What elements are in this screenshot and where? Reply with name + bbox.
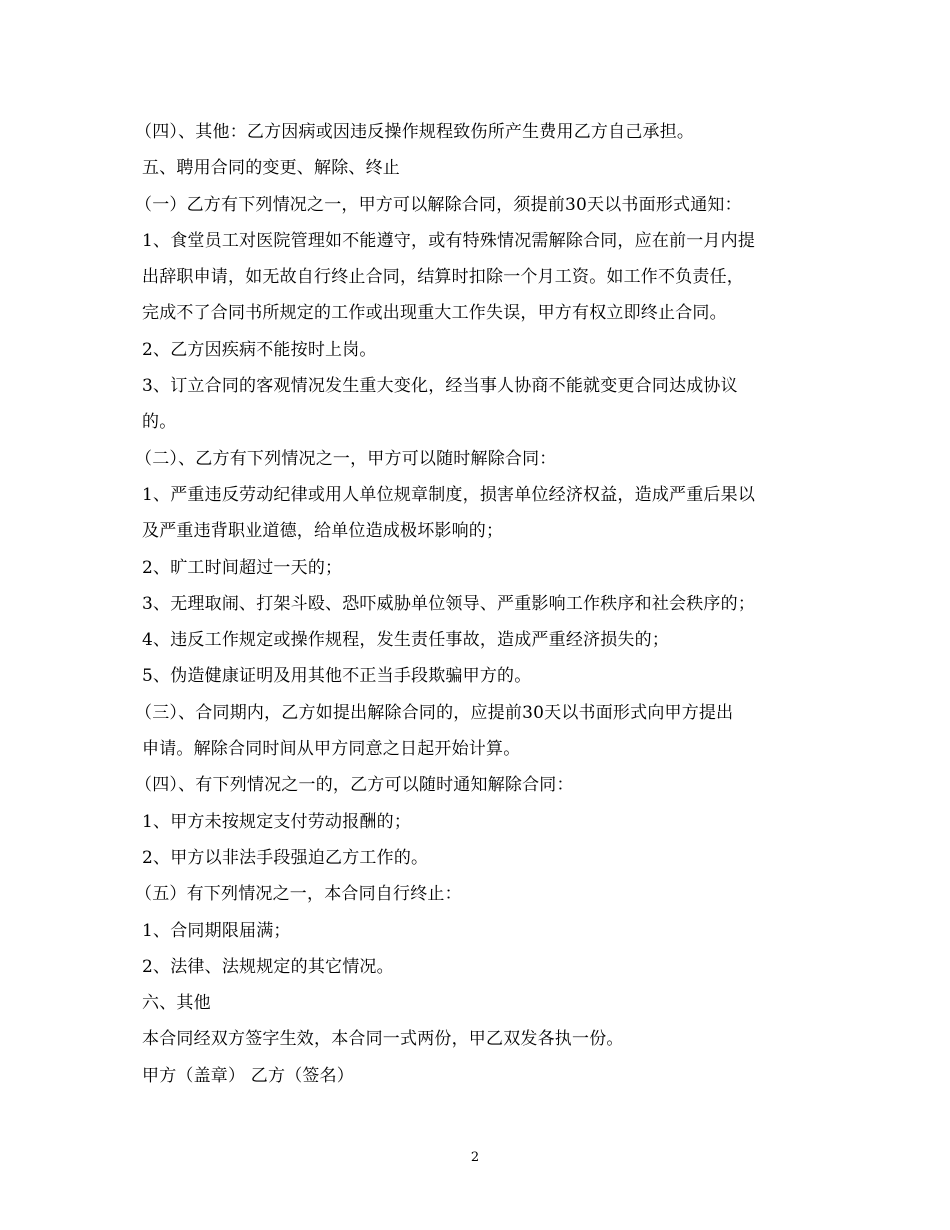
text-line: 2、乙方因疾病不能按时上岗。 <box>142 339 377 360</box>
text-line: 1、食堂员工对医院管理如不能遵守，或有特殊情况需解除合同，应在前一月内提 <box>142 230 756 251</box>
text-line: 2、法律、法规规定的其它情况。 <box>142 956 394 977</box>
text-line: 本合同经双方签字生效，本合同一式两份，甲乙双发各执一份。 <box>142 1029 624 1050</box>
text-line: （一）乙方有下列情况之一，甲方可以解除合同，须提前30天以书面形式通知： <box>135 194 742 215</box>
text-line: 5、伪造健康证明及用其他不正当手段欺骗甲方的。 <box>142 666 532 687</box>
text-line: （二）、乙方有下列情况之一，甲方可以随时解除合同： <box>135 448 557 469</box>
text-line: （三）、合同期内，乙方如提出解除合同的，应提前30天以书面形式向甲方提出 <box>135 702 734 723</box>
page-number: 2 <box>470 1150 480 1165</box>
text-line: 1、合同期限届满； <box>142 920 291 941</box>
section-heading: 五、聘用合同的变更、解除、终止 <box>142 158 400 179</box>
text-line: 3、订立合同的客观情况发生重大变化，经当事人协商不能就变更合同达成协议 <box>142 376 738 397</box>
text-line: （四）、有下列情况之一的，乙方可以随时通知解除合同： <box>135 775 574 796</box>
section-heading: 六、其他 <box>142 993 211 1014</box>
text-line: 完成不了合同书所规定的工作或出现重大工作失误，甲方有权立即终止合同。 <box>142 303 727 324</box>
text-line: 1、严重违反劳动纪律或用人单位规章制度，损害单位经济权益，造成严重后果以 <box>142 484 756 505</box>
text-line: （五）有下列情况之一，本合同自行终止： <box>135 884 462 905</box>
text-line: 申请。解除合同时间从甲方同意之日起开始计算。 <box>142 739 521 760</box>
text-line: 3、无理取闹、打架斗殴、恐吓威胁单位领导、严重影响工作秩序和社会秩序的； <box>142 593 756 614</box>
text-line: 出辞职申请，如无故自行终止合同，结算时扣除一个月工资。如工作不负责任， <box>142 267 744 288</box>
text-line: 及严重违背职业道德，给单位造成极坏影响的； <box>142 521 504 542</box>
text-line: 4、违反工作规定或操作规程，发生责任事故，造成严重经济损失的； <box>142 630 670 651</box>
text-line: 的。 <box>142 412 177 433</box>
text-line: 2、甲方以非法手段强迫乙方工作的。 <box>142 847 429 868</box>
text-line: （四）、其他：乙方因病或因违反操作规程致伤所产生费用乙方自己承担。 <box>135 122 695 142</box>
text-line: 2、旷工时间超过一天的； <box>142 557 343 578</box>
document-body <box>135 114 812 1094</box>
signature-line: 甲方（盖章） 乙方（签名） <box>142 1065 355 1086</box>
text-line: 1、甲方未按规定支付劳动报酬的； <box>142 811 412 832</box>
